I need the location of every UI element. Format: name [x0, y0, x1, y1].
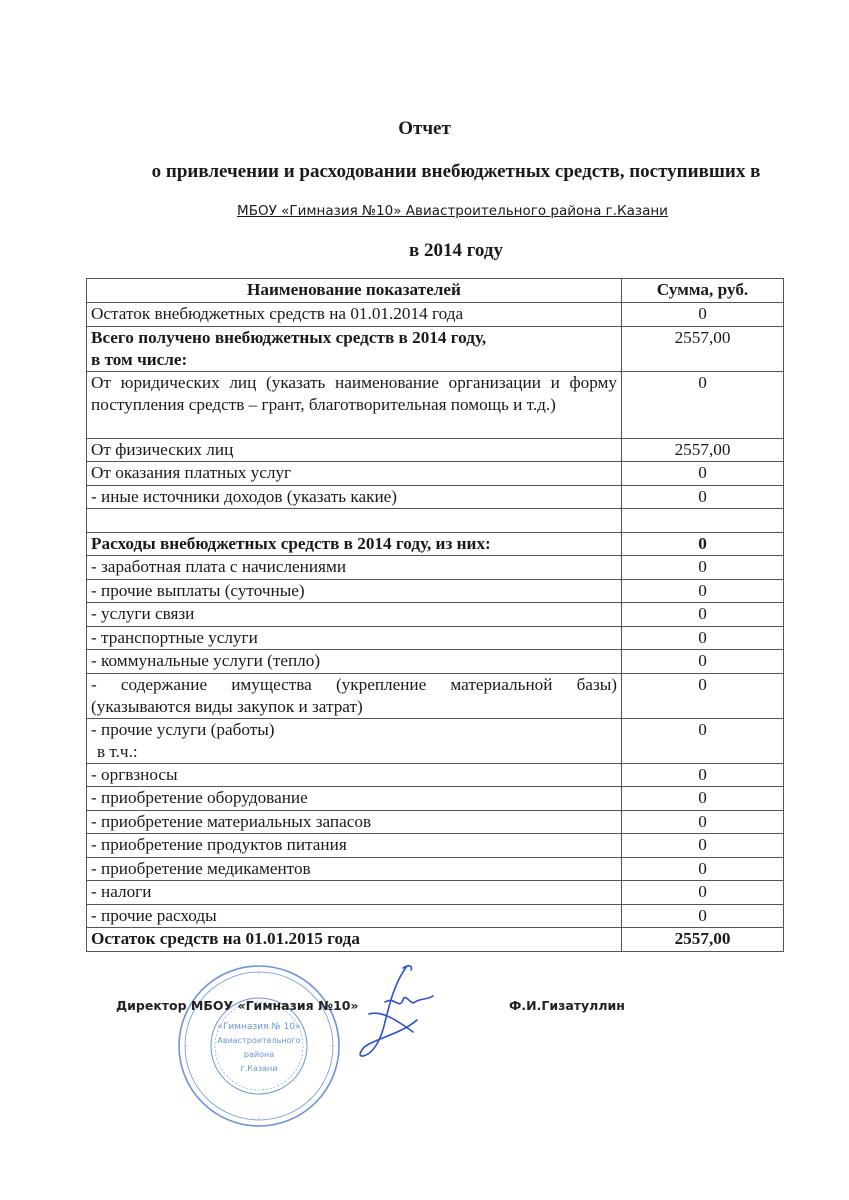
- row-name: [87, 509, 622, 533]
- table-row: [87, 881, 784, 905]
- row-name: - приобретение оборудование: [87, 787, 622, 811]
- row-value: 0: [622, 834, 784, 858]
- table-row: [87, 462, 784, 486]
- row-value: 0: [622, 462, 784, 486]
- row-name: - иные источники доходов (указать какие): [87, 485, 622, 509]
- table-row: [87, 810, 784, 834]
- row-value: 0: [622, 603, 784, 627]
- row-name: [87, 718, 622, 763]
- row-value: 2557,00: [622, 928, 784, 952]
- row-name: - содержание имущества (укрепление материальной базы) (указываются виды закупок и затрат): [87, 673, 622, 718]
- row-name: От физических лиц: [87, 438, 622, 462]
- row-value: 0: [622, 485, 784, 509]
- row-name: - прочие расходы: [87, 904, 622, 928]
- row-value: 0: [622, 718, 784, 763]
- table-row: [87, 326, 784, 371]
- row-value: [622, 509, 784, 533]
- row-name: - оргвзносы: [87, 763, 622, 787]
- row-name: - приобретение материальных запасов: [87, 810, 622, 834]
- stamp-line-2: Авиастроительного: [217, 1036, 301, 1045]
- table-row: [87, 579, 784, 603]
- report-table: [86, 278, 784, 952]
- column-header-name: Наименование показателей: [87, 279, 622, 303]
- organization-name: МБОУ «Гимназия №10» Авиастроительного района г.Казани: [237, 203, 668, 219]
- row-value: 0: [622, 857, 784, 881]
- table-row: [87, 763, 784, 787]
- document-subtitle: о привлечении и расходовании внебюджетных средств, поступивших в: [151, 161, 761, 182]
- table-row-total: [87, 928, 784, 952]
- row-name: - услуги связи: [87, 603, 622, 627]
- table-row: [87, 673, 784, 718]
- row-name: Остаток внебюджетных средств на 01.01.2014 года: [87, 303, 622, 327]
- stamp-line-1: «Гимназия № 10»: [217, 1022, 301, 1032]
- row-value: 0: [622, 650, 784, 674]
- table-row: [87, 650, 784, 674]
- table-row: [87, 787, 784, 811]
- table-row: [87, 857, 784, 881]
- table-row: [87, 303, 784, 327]
- row-value: 0: [622, 303, 784, 327]
- table-row: [87, 904, 784, 928]
- table-row-empty: [87, 509, 784, 533]
- row-name: - коммунальные услуги (тепло): [87, 650, 622, 674]
- row-name: [87, 326, 622, 371]
- table-row: [87, 718, 784, 763]
- row-name: От юридических лиц (указать наименование организации и форму поступления средств – грант, благотворительная помощь и т.д.): [87, 371, 622, 438]
- table-row: [87, 532, 784, 556]
- row-value: 0: [622, 556, 784, 580]
- row-name-line2: в т.ч.:: [97, 741, 138, 761]
- stamp-line-3: района: [243, 1050, 275, 1059]
- row-name: - транспортные услуги: [87, 626, 622, 650]
- row-value: 0: [622, 371, 784, 438]
- stamp-line-4: г.Казани: [240, 1064, 278, 1073]
- row-value: 0: [622, 810, 784, 834]
- official-stamp-icon: [176, 963, 342, 1129]
- column-header-sum: Сумма, руб.: [622, 279, 784, 303]
- table-row: [87, 834, 784, 858]
- row-value: 0: [622, 626, 784, 650]
- row-name: - прочие выплаты (суточные): [87, 579, 622, 603]
- row-value: 0: [622, 787, 784, 811]
- row-value: 0: [622, 763, 784, 787]
- row-name-line1: - прочие услуги (работы): [91, 719, 275, 739]
- row-name-line2: в том числе:: [91, 349, 188, 369]
- row-name: - налоги: [87, 881, 622, 905]
- table-row: [87, 371, 784, 438]
- row-name: - приобретение медикаментов: [87, 857, 622, 881]
- row-value: 2557,00: [622, 438, 784, 462]
- table-row: [87, 603, 784, 627]
- row-value: 0: [622, 532, 784, 556]
- row-value: 0: [622, 881, 784, 905]
- table-row: [87, 438, 784, 462]
- table-row: [87, 485, 784, 509]
- signature-icon: [355, 962, 435, 1062]
- row-name: Расходы внебюджетных средств в 2014 году, из них:: [87, 532, 622, 556]
- row-name: - заработная плата с начислениями: [87, 556, 622, 580]
- table-row: [87, 556, 784, 580]
- document-title: Отчет: [398, 118, 451, 139]
- row-name-line1: Всего получено внебюджетных средств в 2014 году,: [91, 327, 487, 347]
- director-position: Директор МБОУ «Гимназия №10»: [116, 998, 359, 1013]
- row-name: От оказания платных услуг: [87, 462, 622, 486]
- row-value: 0: [622, 579, 784, 603]
- table-row: [87, 626, 784, 650]
- row-name: - приобретение продуктов питания: [87, 834, 622, 858]
- row-name: Остаток средств на 01.01.2015 года: [87, 928, 622, 952]
- report-period: в 2014 году: [409, 240, 503, 261]
- table-header-row: [87, 279, 784, 303]
- row-value: 0: [622, 904, 784, 928]
- row-value: 2557,00: [622, 326, 784, 371]
- row-value: 0: [622, 673, 784, 718]
- signatory-name: Ф.И.Гизатуллин: [509, 998, 625, 1013]
